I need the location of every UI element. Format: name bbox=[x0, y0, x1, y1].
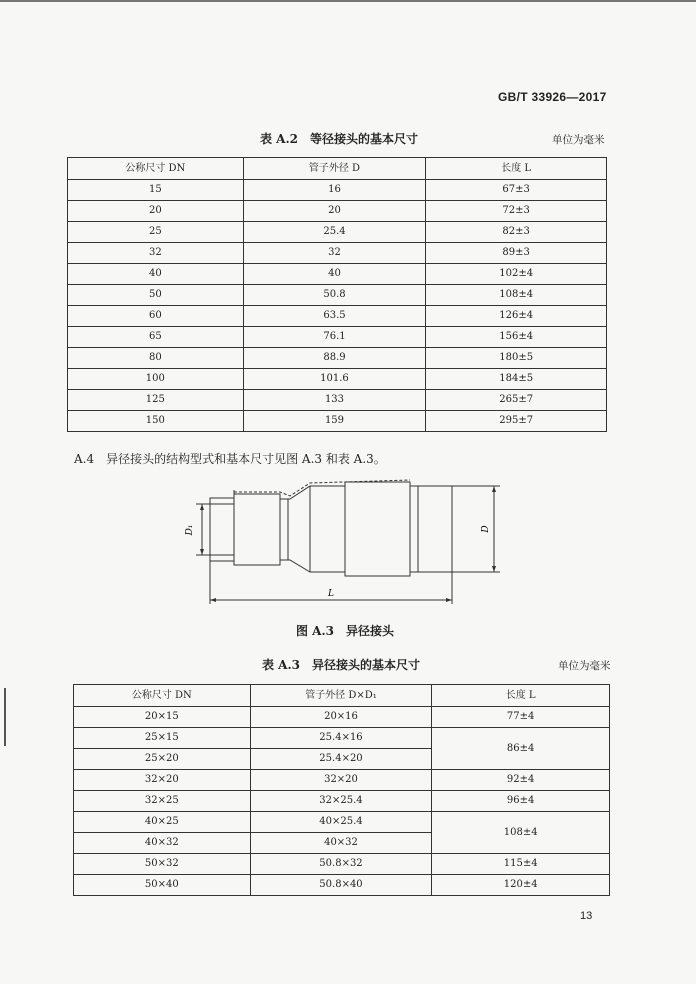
table-cell: 32×25.4 bbox=[250, 791, 432, 812]
table-cell: 50 bbox=[68, 285, 244, 306]
table-row bbox=[68, 411, 607, 432]
table-cell: 25×15 bbox=[74, 728, 251, 749]
table-cell: 60 bbox=[68, 306, 244, 327]
table-a2 bbox=[67, 157, 607, 432]
table-row bbox=[68, 369, 607, 390]
table-cell: 108±4 bbox=[426, 285, 607, 306]
table-a3-header-dn: 公称尺寸 DN bbox=[74, 685, 251, 707]
table-row bbox=[68, 348, 607, 369]
table-cell: 65 bbox=[68, 327, 244, 348]
table-cell: 40×32 bbox=[74, 833, 251, 854]
table-row bbox=[68, 201, 607, 222]
table-a2-header-dn: 公称尺寸 DN bbox=[68, 158, 244, 180]
table-cell: 120±4 bbox=[432, 875, 610, 896]
paragraph-a4: A.4 异径接头的结构型式和基本尺寸见图 A.3 和表 A.3。 bbox=[74, 452, 386, 466]
table-cell: 159 bbox=[243, 411, 426, 432]
table-cell: 100 bbox=[68, 369, 244, 390]
table-cell: 125 bbox=[68, 390, 244, 411]
table-cell: 40 bbox=[68, 264, 244, 285]
l-label: L bbox=[328, 589, 334, 599]
table-cell: 102±4 bbox=[426, 264, 607, 285]
table-cell: 40×25 bbox=[74, 812, 251, 833]
table-cell: 25 bbox=[68, 222, 244, 243]
table-row bbox=[68, 306, 607, 327]
standard-number: GB/T 33926—2017 bbox=[498, 90, 607, 104]
table-a3-unit: 单位为毫米 bbox=[558, 660, 611, 672]
table-cell: 32 bbox=[243, 243, 426, 264]
table-row bbox=[68, 327, 607, 348]
table-row bbox=[68, 390, 607, 411]
table-cell: 20×16 bbox=[250, 707, 432, 728]
table-row bbox=[68, 264, 607, 285]
table-row bbox=[74, 812, 610, 833]
table-a2-header-d: 管子外径 D bbox=[243, 158, 426, 180]
table-a2-unit: 单位为毫米 bbox=[552, 134, 605, 146]
table-cell: 126±4 bbox=[426, 306, 607, 327]
table-cell: 67±3 bbox=[426, 180, 607, 201]
table-row bbox=[68, 285, 607, 306]
reducer-drawing bbox=[170, 476, 520, 616]
d1-label: D₁ bbox=[185, 524, 195, 536]
table-cell: 184±5 bbox=[426, 369, 607, 390]
table-cell: 50.8×40 bbox=[250, 875, 432, 896]
table-cell: 295±7 bbox=[426, 411, 607, 432]
table-cell: 32×20 bbox=[74, 770, 251, 791]
page-number: 13 bbox=[580, 910, 593, 922]
table-cell: 16 bbox=[243, 180, 426, 201]
table-cell: 86±4 bbox=[432, 728, 610, 770]
table-a3-header-l: 长度 L bbox=[432, 685, 610, 707]
table-a2-header-l: 长度 L bbox=[426, 158, 607, 180]
table-cell: 20 bbox=[68, 201, 244, 222]
table-a3-caption: 表 A.3 异径接头的基本尺寸 bbox=[262, 658, 421, 672]
table-a2-caption: 表 A.2 等径接头的基本尺寸 bbox=[260, 132, 419, 146]
table-cell: 25.4×16 bbox=[250, 728, 432, 749]
table-cell: 77±4 bbox=[432, 707, 610, 728]
table-a3 bbox=[73, 684, 610, 896]
table-cell: 101.6 bbox=[243, 369, 426, 390]
table-cell: 156±4 bbox=[426, 327, 607, 348]
table-cell: 40×25.4 bbox=[250, 812, 432, 833]
table-cell: 80 bbox=[68, 348, 244, 369]
table-cell: 40×32 bbox=[250, 833, 432, 854]
table-cell: 25.4 bbox=[243, 222, 426, 243]
table-cell: 50.8×32 bbox=[250, 854, 432, 875]
table-a3-header-row bbox=[74, 685, 610, 707]
table-cell: 25.4×20 bbox=[250, 749, 432, 770]
table-cell: 25×20 bbox=[74, 749, 251, 770]
table-cell: 50.8 bbox=[243, 285, 426, 306]
table-row bbox=[74, 854, 610, 875]
table-cell: 115±4 bbox=[432, 854, 610, 875]
table-row bbox=[74, 707, 610, 728]
table-row bbox=[68, 243, 607, 264]
table-cell: 96±4 bbox=[432, 791, 610, 812]
table-cell: 82±3 bbox=[426, 222, 607, 243]
table-cell: 32 bbox=[68, 243, 244, 264]
table-cell: 20 bbox=[243, 201, 426, 222]
table-row bbox=[68, 180, 607, 201]
table-cell: 20×15 bbox=[74, 707, 251, 728]
figure-a3-caption: 图 A.3 异径接头 bbox=[296, 624, 395, 638]
table-cell: 89±3 bbox=[426, 243, 607, 264]
table-cell: 32×20 bbox=[250, 770, 432, 791]
table-cell: 92±4 bbox=[432, 770, 610, 791]
table-cell: 76.1 bbox=[243, 327, 426, 348]
table-row bbox=[74, 875, 610, 896]
table-cell: 32×25 bbox=[74, 791, 251, 812]
table-cell: 50×32 bbox=[74, 854, 251, 875]
table-cell: 108±4 bbox=[432, 812, 610, 854]
table-cell: 133 bbox=[243, 390, 426, 411]
d-label: D bbox=[481, 525, 491, 533]
table-cell: 150 bbox=[68, 411, 244, 432]
reducer-outline bbox=[210, 482, 452, 576]
table-row bbox=[74, 770, 610, 791]
table-row bbox=[68, 222, 607, 243]
table-cell: 50×40 bbox=[74, 875, 251, 896]
table-row bbox=[74, 728, 610, 749]
scan-margin-mark bbox=[4, 688, 6, 746]
table-a3-header-dd1: 管子外径 D×D₁ bbox=[250, 685, 432, 707]
table-a2-header-row bbox=[68, 158, 607, 180]
table-cell: 63.5 bbox=[243, 306, 426, 327]
table-cell: 15 bbox=[68, 180, 244, 201]
table-cell: 88.9 bbox=[243, 348, 426, 369]
table-cell: 40 bbox=[243, 264, 426, 285]
table-cell: 180±5 bbox=[426, 348, 607, 369]
table-cell: 72±3 bbox=[426, 201, 607, 222]
scan-top-edge bbox=[0, 0, 696, 2]
table-row bbox=[74, 791, 610, 812]
table-cell: 265±7 bbox=[426, 390, 607, 411]
